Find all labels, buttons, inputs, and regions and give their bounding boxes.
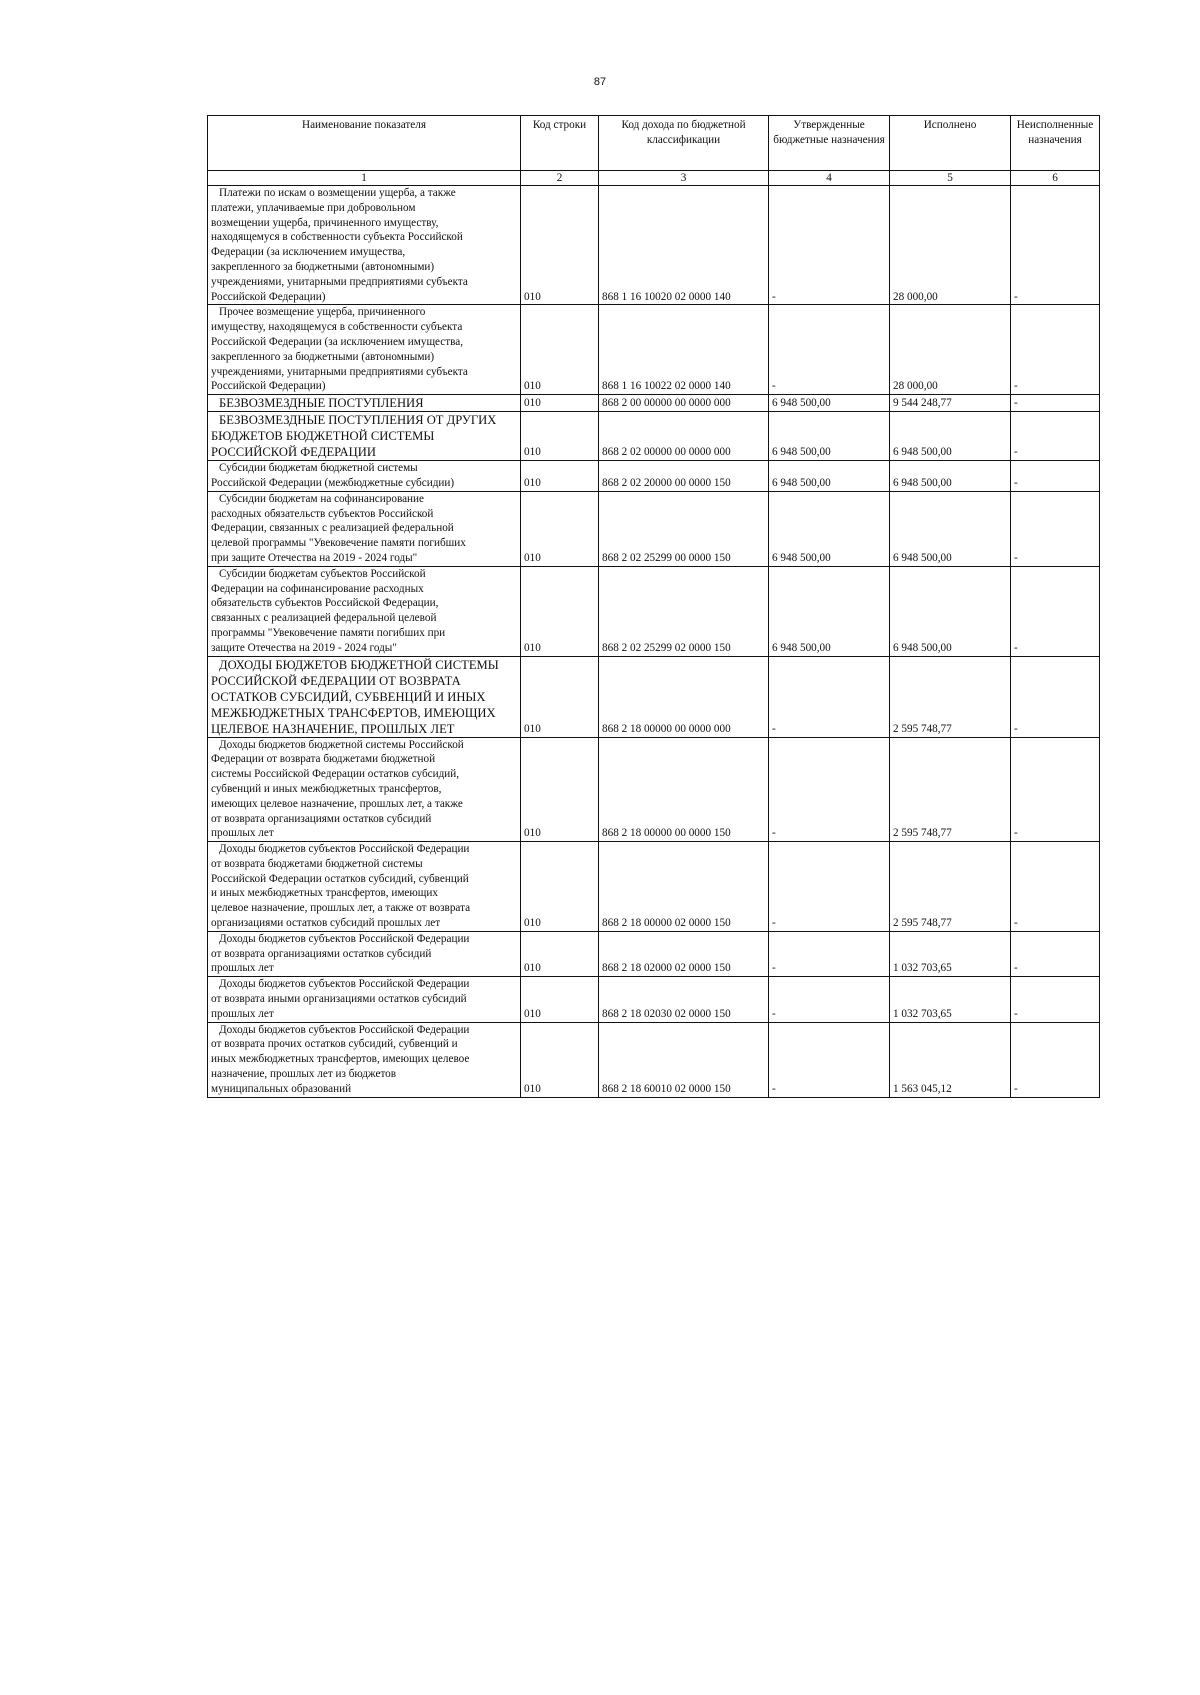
indicator-name-line: целевое назначение, прошлых лет, а также от возврата: [211, 902, 471, 915]
indicator-name-line: организациями остатков субсидий прошлых лет: [211, 917, 441, 930]
unexecuted-cell: -: [1011, 1022, 1100, 1097]
approved-cell: 6 948 500,00: [769, 412, 890, 461]
executed-cell: 28 000,00: [890, 186, 1011, 305]
income-code-cell: 868 2 18 02030 02 0000 150: [599, 977, 769, 1022]
indicator-name-line: БЕЗВОЗМЕЗДНЫЕ ПОСТУПЛЕНИЯ ОТ ДРУГИХ: [219, 413, 497, 428]
column-number: 6: [1011, 171, 1100, 186]
indicator-name-line: ОСТАТКОВ СУБСИДИЙ, СУБВЕНЦИЙ И ИНЫХ: [211, 689, 486, 704]
unexecuted-cell: -: [1011, 842, 1100, 932]
column-number: 3: [599, 171, 769, 186]
executed-cell: 1 563 045,12: [890, 1022, 1011, 1097]
indicator-name-line: Доходы бюджетов субъектов Российской Федерации: [219, 932, 470, 945]
table-row: [208, 656, 1100, 737]
indicator-name-line: Доходы бюджетов бюджетной системы Российской: [219, 738, 464, 751]
indicator-name-cell: [208, 305, 521, 395]
indicator-name-cell: [208, 412, 521, 461]
unexecuted-cell: -: [1011, 737, 1100, 842]
unexecuted-cell: -: [1011, 566, 1100, 656]
indicator-name-line: назначение, прошлых лет из бюджетов: [211, 1068, 397, 1081]
indicator-name-line: Российской Федерации): [211, 290, 326, 303]
income-code-cell: 868 2 02 25299 00 0000 150: [599, 491, 769, 566]
indicator-name-line: ДОХОДЫ БЮДЖЕТОВ БЮДЖЕТНОЙ СИСТЕМЫ: [219, 657, 499, 672]
indicator-name-cell: [208, 186, 521, 305]
table-row: [208, 412, 1100, 461]
approved-cell: 6 948 500,00: [769, 395, 890, 412]
indicator-name-line: БЕЗВОЗМЕЗДНЫЕ ПОСТУПЛЕНИЯ: [219, 396, 424, 411]
indicator-name-line: РОССИЙСКОЙ ФЕДЕРАЦИИ: [211, 445, 376, 460]
indicator-name-line: возмещении ущерба, причиненного имуществу,: [211, 216, 439, 229]
income-code-cell: 868 2 00 00000 00 0000 000: [599, 395, 769, 412]
table-row: [208, 566, 1100, 656]
row-code-cell: 010: [521, 1022, 599, 1097]
indicator-name-line: Субсидии бюджетам на софинансирование: [219, 492, 424, 505]
indicator-name-line: прошлых лет: [211, 962, 274, 975]
table-row: [208, 977, 1100, 1022]
approved-cell: -: [769, 1022, 890, 1097]
indicator-name-line: МЕЖБЮДЖЕТНЫХ ТРАНСФЕРТОВ, ИМЕЮЩИХ: [211, 705, 496, 720]
executed-cell: 2 595 748,77: [890, 842, 1011, 932]
indicator-name-cell: [208, 977, 521, 1022]
table-row: [208, 737, 1100, 842]
indicator-name-line: учреждениями, унитарными предприятиями субъекта: [211, 275, 468, 288]
income-code-cell: 868 1 16 10022 02 0000 140: [599, 305, 769, 395]
indicator-name-cell: [208, 395, 521, 412]
indicator-name-cell: [208, 1022, 521, 1097]
indicator-name-line: Российской Федерации): [211, 380, 326, 393]
unexecuted-cell: -: [1011, 977, 1100, 1022]
indicator-name-line: прошлых лет: [211, 1007, 274, 1020]
column-number: 2: [521, 171, 599, 186]
indicator-name-line: от возврата организациями остатков субсидий: [211, 947, 432, 960]
executed-cell: 1 032 703,65: [890, 977, 1011, 1022]
income-code-cell: 868 2 18 00000 00 0000 150: [599, 737, 769, 842]
unexecuted-cell: -: [1011, 305, 1100, 395]
indicator-name-line: от возврата бюджетами бюджетной системы: [211, 857, 423, 870]
indicator-name-line: Российской Федерации (межбюджетные субсидии): [211, 476, 455, 489]
approved-cell: -: [769, 656, 890, 737]
executed-cell: 6 948 500,00: [890, 461, 1011, 492]
approved-cell: -: [769, 737, 890, 842]
row-code-cell: 010: [521, 737, 599, 842]
header-unexecuted: Неисполненные назначения: [1011, 116, 1100, 171]
indicator-name-line: РОССИЙСКОЙ ФЕДЕРАЦИИ ОТ ВОЗВРАТА: [211, 673, 461, 688]
header-executed: Исполнено: [890, 116, 1011, 171]
indicator-name-line: Платежи по искам о возмещении ущерба, а также: [219, 187, 456, 199]
table-row: [208, 931, 1100, 976]
indicator-name-line: Субсидии бюджетам бюджетной системы: [219, 462, 418, 475]
indicator-name-cell: [208, 461, 521, 492]
indicator-name-line: имуществу, находящемуся в собственности субъекта: [211, 321, 463, 334]
indicator-name-line: субвенций и иных межбюджетных трансфертов,: [211, 782, 442, 795]
income-code-cell: 868 1 16 10020 02 0000 140: [599, 186, 769, 305]
unexecuted-cell: -: [1011, 412, 1100, 461]
approved-cell: 6 948 500,00: [769, 566, 890, 656]
indicator-name-cell: [208, 566, 521, 656]
indicator-name-line: обязательств субъектов Российской Федерации,: [211, 597, 439, 610]
indicator-name-line: платежи, уплачиваемые при добровольном: [211, 201, 416, 214]
executed-cell: 28 000,00: [890, 305, 1011, 395]
indicator-name-line: Федерации, связанных с реализацией федеральной: [211, 522, 454, 535]
page-number: 87: [593, 76, 607, 88]
indicator-name-line: БЮДЖЕТОВ БЮДЖЕТНОЙ СИСТЕМЫ: [211, 429, 435, 444]
indicator-name-line: учреждениями, унитарными предприятиями субъекта: [211, 365, 468, 378]
indicator-name-line: прошлых лет: [211, 827, 274, 840]
table-row: [208, 461, 1100, 492]
table-row: [208, 305, 1100, 395]
indicator-name-line: Федерации от возврата бюджетами бюджетной: [211, 753, 436, 766]
indicator-name-cell: [208, 656, 521, 737]
approved-cell: -: [769, 977, 890, 1022]
indicator-name-line: Доходы бюджетов субъектов Российской Федерации: [219, 843, 470, 856]
indicator-name-line: защите Отечества на 2019 - 2024 годы": [211, 641, 397, 654]
unexecuted-cell: -: [1011, 656, 1100, 737]
table-row: [208, 1022, 1100, 1097]
header-income-code: Код дохода по бюджетной классификации: [599, 116, 769, 171]
header-row: [208, 116, 1100, 171]
indicator-name-line: ЦЕЛЕВОЕ НАЗНАЧЕНИЕ, ПРОШЛЫХ ЛЕТ: [211, 721, 455, 736]
column-number: 5: [890, 171, 1011, 186]
table-row: [208, 186, 1100, 305]
indicator-name-line: от возврата иными организациями остатков субсидий: [211, 993, 467, 1006]
income-code-cell: 868 2 18 02000 02 0000 150: [599, 931, 769, 976]
indicator-name-line: связанных с реализацией федеральной целевой: [211, 612, 437, 625]
row-code-cell: 010: [521, 977, 599, 1022]
indicator-name-cell: [208, 842, 521, 932]
unexecuted-cell: -: [1011, 491, 1100, 566]
income-code-cell: 868 2 02 20000 00 0000 150: [599, 461, 769, 492]
unexecuted-cell: -: [1011, 186, 1100, 305]
approved-cell: -: [769, 186, 890, 305]
indicator-name-line: программы "Увековечение памяти погибших при: [211, 626, 446, 639]
executed-cell: 9 544 248,77: [890, 395, 1011, 412]
approved-cell: 6 948 500,00: [769, 461, 890, 492]
executed-cell: 6 948 500,00: [890, 412, 1011, 461]
approved-cell: 6 948 500,00: [769, 491, 890, 566]
approved-cell: -: [769, 305, 890, 395]
indicator-name-line: иных межбюджетных трансфертов, имеющих целевое: [211, 1053, 470, 1066]
unexecuted-cell: -: [1011, 461, 1100, 492]
executed-cell: 6 948 500,00: [890, 491, 1011, 566]
row-code-cell: 010: [521, 305, 599, 395]
budget-execution-table: [207, 115, 1100, 1098]
header-indicator-name: Наименование показателя: [208, 116, 521, 171]
column-number: 4: [769, 171, 890, 186]
executed-cell: 2 595 748,77: [890, 737, 1011, 842]
indicator-name-line: при защите Отечества на 2019 - 2024 годы": [211, 551, 418, 564]
indicator-name-line: Доходы бюджетов субъектов Российской Федерации: [219, 1023, 470, 1036]
table-row: [208, 491, 1100, 566]
row-code-cell: 010: [521, 842, 599, 932]
income-code-cell: 868 2 18 60010 02 0000 150: [599, 1022, 769, 1097]
indicator-name-line: Российской Федерации (за исключением имущества,: [211, 335, 464, 348]
column-number-row: [208, 171, 1100, 186]
indicator-name-line: Субсидии бюджетам субъектов Российской: [219, 567, 426, 580]
indicator-name-line: Федерации (за исключением имущества,: [211, 246, 406, 259]
indicator-name-line: расходных обязательств субъектов Российской: [211, 507, 434, 520]
indicator-name-line: закрепленного за бюджетными (автономными): [211, 260, 435, 273]
row-code-cell: 010: [521, 656, 599, 737]
executed-cell: 1 032 703,65: [890, 931, 1011, 976]
header-row-code: Код строки: [521, 116, 599, 171]
column-number: 1: [208, 171, 521, 186]
indicator-name-line: Федерации на софинансирование расходных: [211, 582, 424, 595]
indicator-name-line: закрепленного за бюджетными (автономными): [211, 350, 435, 363]
indicator-name-line: от возврата организациями остатков субсидий: [211, 812, 432, 825]
indicator-name-line: Доходы бюджетов субъектов Российской Федерации: [219, 978, 470, 991]
approved-cell: -: [769, 931, 890, 976]
row-code-cell: 010: [521, 566, 599, 656]
header-approved: Утвержденные бюджетные назначения: [769, 116, 890, 171]
row-code-cell: 010: [521, 461, 599, 492]
indicator-name-line: от возврата прочих остатков субсидий, субвенций и: [211, 1038, 458, 1051]
row-code-cell: 010: [521, 412, 599, 461]
table-row: [208, 842, 1100, 932]
executed-cell: 2 595 748,77: [890, 656, 1011, 737]
indicator-name-cell: [208, 491, 521, 566]
row-code-cell: 010: [521, 395, 599, 412]
indicator-name-line: системы Российской Федерации остатков субсидий,: [211, 768, 460, 781]
indicator-name-cell: [208, 737, 521, 842]
row-code-cell: 010: [521, 186, 599, 305]
unexecuted-cell: -: [1011, 395, 1100, 412]
income-code-cell: 868 2 18 00000 00 0000 000: [599, 656, 769, 737]
income-code-cell: 868 2 02 25299 02 0000 150: [599, 566, 769, 656]
income-code-cell: 868 2 18 00000 02 0000 150: [599, 842, 769, 932]
indicator-name-line: целевой программы "Увековечение памяти погибших: [211, 537, 466, 550]
indicator-name-line: муниципальных образований: [211, 1082, 352, 1095]
indicator-name-line: Прочее возмещение ущерба, причиненного: [219, 306, 426, 319]
row-code-cell: 010: [521, 491, 599, 566]
indicator-name-line: находящемуся в собственности субъекта Российской: [211, 231, 463, 244]
executed-cell: 6 948 500,00: [890, 566, 1011, 656]
income-code-cell: 868 2 02 00000 00 0000 000: [599, 412, 769, 461]
approved-cell: -: [769, 842, 890, 932]
indicator-name-line: и иных межбюджетных трансфертов, имеющих: [211, 887, 438, 900]
indicator-name-line: имеющих целевое назначение, прошлых лет, а также: [211, 797, 463, 810]
table-row: [208, 395, 1100, 412]
indicator-name-cell: [208, 931, 521, 976]
row-code-cell: 010: [521, 931, 599, 976]
unexecuted-cell: -: [1011, 931, 1100, 976]
indicator-name-line: Российской Федерации остатков субсидий, субвенций: [211, 872, 469, 885]
